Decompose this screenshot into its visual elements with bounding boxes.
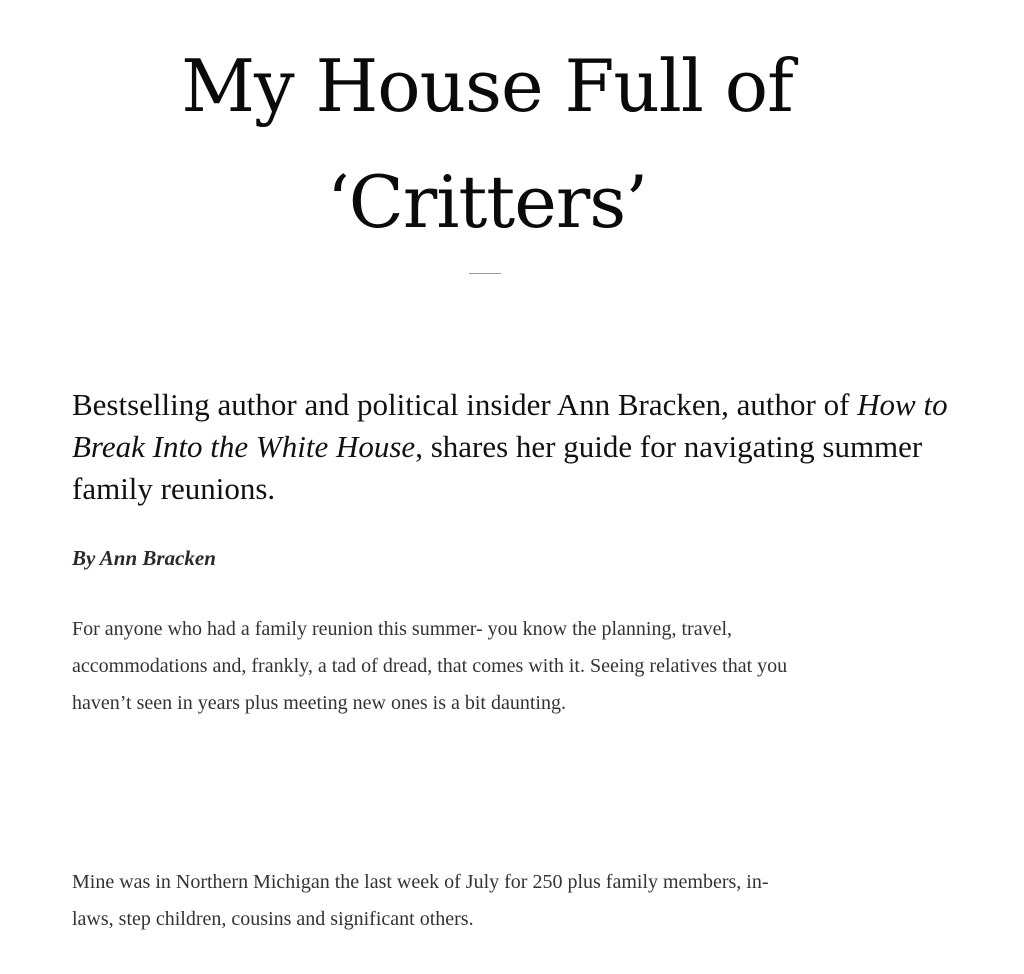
article-title-line: ‘Critters’ [326,160,648,244]
byline: By Ann Bracken [72,546,216,570]
title-divider [469,273,501,274]
body-paragraph [72,864,912,938]
article-title [0,28,974,260]
paragraph-line: accommodations and, frankly, a tad of dread, that comes with it. Seeing relatives that you [72,655,788,677]
body-paragraph [72,611,912,722]
paragraph-line: Mine was in Northern Michigan the last week of July for 250 plus family members, in- [72,871,769,893]
dek-text: Bestselling author and political insider Ann Bracken, author of [72,387,858,422]
article-dek [72,384,952,510]
book-title: How to Break Into the White House [72,387,948,464]
dek-text: , shares her guide for navigating summer family reunions. [72,429,923,506]
paragraph-line: haven’t seen in years plus meeting new ones is a bit daunting. [72,692,566,714]
article-title-line: My House Full of [181,44,793,128]
paragraph-line: For anyone who had a family reunion this summer- you know the planning, travel, [72,618,733,640]
paragraph-line: laws, step children, cousins and significant others. [72,908,474,930]
